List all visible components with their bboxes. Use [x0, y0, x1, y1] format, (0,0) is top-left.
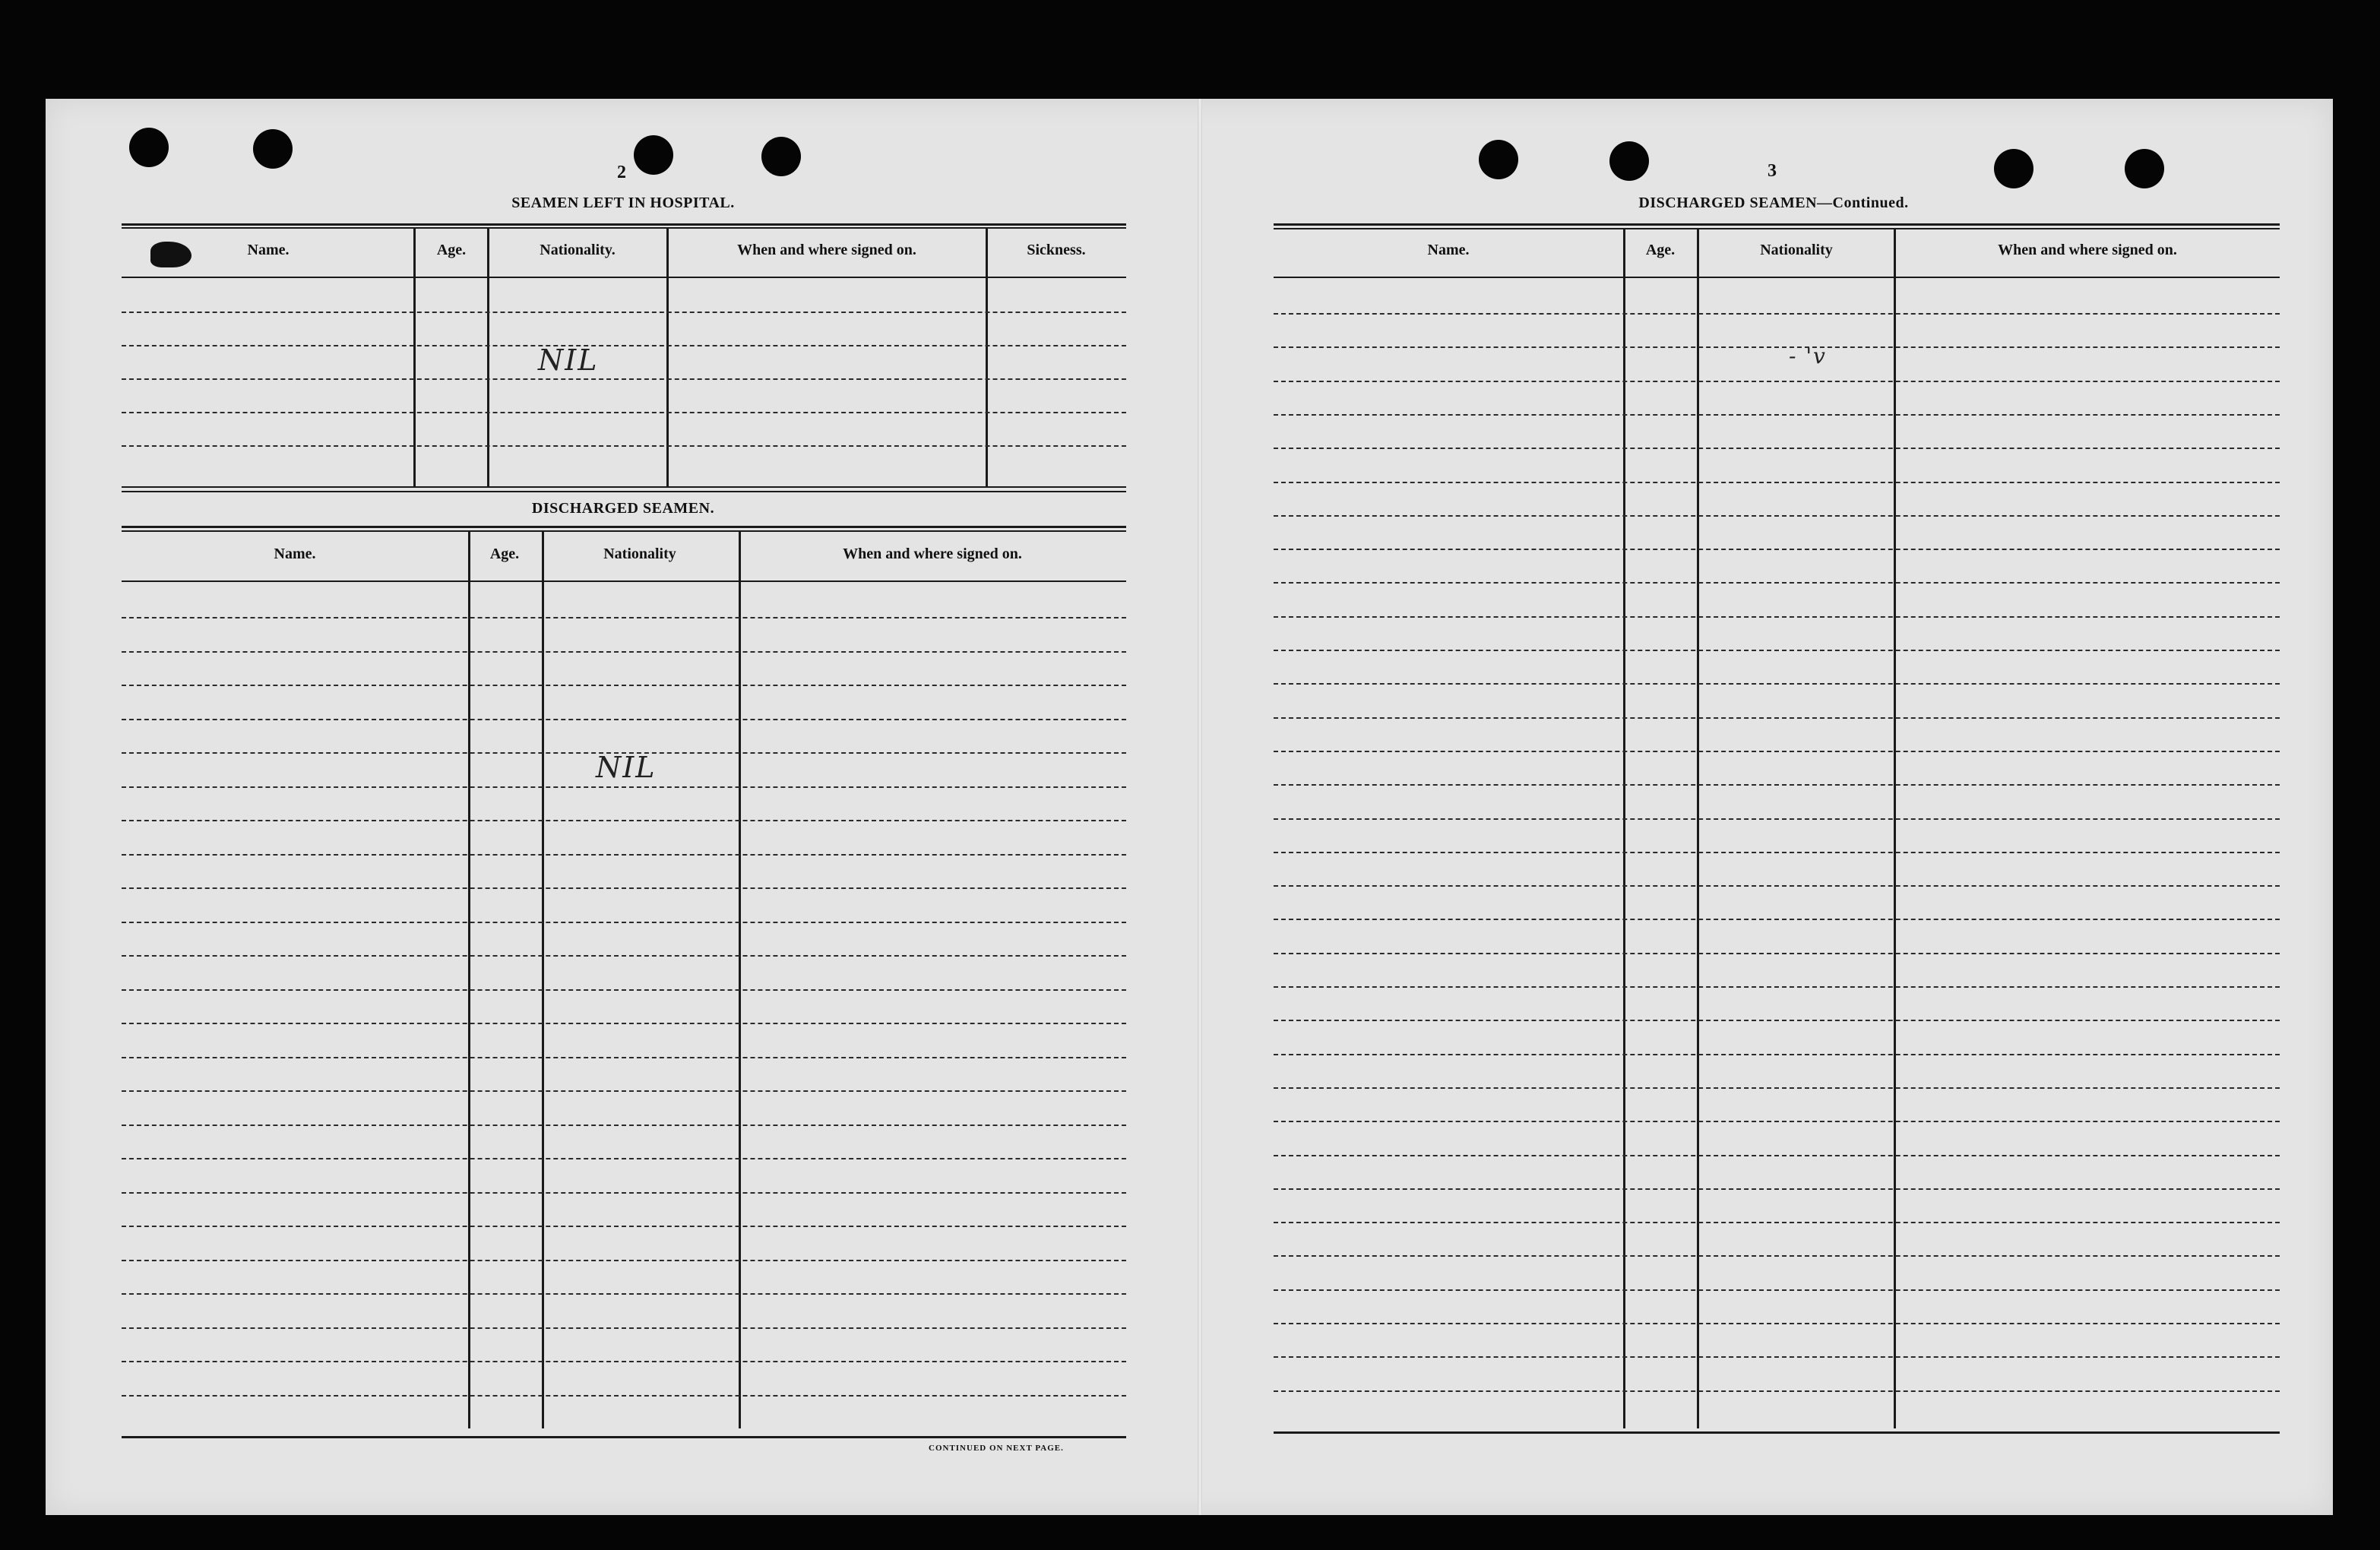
- ruled-row: [122, 378, 1126, 380]
- ruled-row: [1274, 1155, 2280, 1156]
- handwritten-mark-right: - 'v: [1789, 343, 1827, 369]
- ruled-row: [1274, 414, 2280, 416]
- ruled-row: [1274, 1356, 2280, 1358]
- page-number-left: 2: [617, 163, 626, 182]
- col-header-signed-on: When and where signed on.: [1998, 242, 2177, 258]
- ruled-row: [1274, 784, 2280, 786]
- ruled-row: [1274, 1188, 2280, 1190]
- col-header-signed-on: When and where signed on.: [737, 242, 916, 258]
- ruled-row: [1274, 482, 2280, 483]
- ruled-row: [1274, 683, 2280, 685]
- col-header-age: Age.: [1645, 242, 1676, 258]
- ruled-row: [122, 1226, 1126, 1227]
- ruled-row: [1274, 717, 2280, 719]
- ruled-row: [122, 312, 1126, 313]
- ruled-row: [122, 1361, 1126, 1362]
- ruled-row: [1274, 1222, 2280, 1223]
- col-header-age: Age.: [489, 546, 520, 562]
- ruled-row: [122, 955, 1126, 957]
- ruled-row: [122, 719, 1126, 720]
- ruled-row: [122, 1158, 1126, 1159]
- ruled-row: [1274, 582, 2280, 584]
- punch-hole: [634, 135, 673, 175]
- ruled-row: [1274, 549, 2280, 550]
- discharged-section-title: DISCHARGED SEAMEN.: [531, 500, 715, 517]
- ruled-row: [1274, 1323, 2280, 1324]
- ruled-row: [1274, 616, 2280, 618]
- ruled-row: [122, 685, 1126, 686]
- ruled-row: [122, 786, 1126, 788]
- ruled-row: [122, 1125, 1126, 1126]
- ruled-row: [1274, 1289, 2280, 1291]
- ruled-row: [122, 445, 1126, 447]
- ruled-row: [1274, 1255, 2280, 1257]
- col-header-nationality: Nationality: [1760, 242, 1833, 258]
- hospital-section-title: SEAMEN LEFT IN HOSPITAL.: [511, 195, 735, 211]
- handwritten-nil-discharged: NIL: [596, 751, 657, 784]
- punch-hole: [1609, 141, 1649, 181]
- punch-hole: [761, 137, 801, 176]
- ruled-row: [122, 922, 1126, 923]
- col-header-name: Name.: [274, 546, 316, 562]
- ruled-row: [122, 1023, 1126, 1024]
- col-header-name: Name.: [247, 242, 290, 258]
- ruled-row: [122, 1327, 1126, 1329]
- ruled-row: [122, 1260, 1126, 1261]
- ruled-row: [1274, 1054, 2280, 1055]
- col-header-signed-on: When and where signed on.: [843, 546, 1022, 562]
- ruled-row: [1274, 1087, 2280, 1089]
- ruled-row: [1274, 313, 2280, 315]
- page-number-right: 3: [1768, 161, 1777, 181]
- punch-hole: [1479, 140, 1518, 179]
- ruled-row: [1274, 986, 2280, 988]
- page-fold: [1198, 99, 1202, 1515]
- discharged-continued-title: DISCHARGED SEAMEN—Continued.: [1638, 195, 1909, 211]
- ruled-row: [1274, 1121, 2280, 1122]
- ruled-row: [1274, 953, 2280, 954]
- ruled-row: [122, 1293, 1126, 1295]
- ruled-row: [1274, 1390, 2280, 1392]
- ruled-row: [122, 651, 1126, 653]
- ruled-row: [1274, 751, 2280, 752]
- col-header-sickness: Sickness.: [1027, 242, 1086, 258]
- ruled-row: [1274, 1020, 2280, 1021]
- ruled-row: [1274, 381, 2280, 382]
- ruled-row: [122, 887, 1126, 889]
- ruled-row: [1274, 346, 2280, 348]
- ruled-row: [1274, 852, 2280, 853]
- ruled-row: [1274, 818, 2280, 820]
- col-header-nationality: Nationality: [603, 546, 676, 562]
- ruled-row: [122, 1057, 1126, 1058]
- col-header-nationality: Nationality.: [540, 242, 616, 258]
- ruled-row: [122, 1090, 1126, 1092]
- punch-hole: [2125, 149, 2164, 188]
- ruled-row: [122, 1395, 1126, 1397]
- ruled-row: [122, 345, 1126, 346]
- ruled-row: [1274, 919, 2280, 920]
- ruled-row: [122, 989, 1126, 991]
- ruled-row: [122, 820, 1126, 821]
- col-header-name: Name.: [1427, 242, 1470, 258]
- ruled-row: [1274, 885, 2280, 887]
- punch-hole: [253, 129, 293, 169]
- ruled-row: [1274, 650, 2280, 651]
- ruled-row: [1274, 515, 2280, 517]
- punch-hole: [1994, 149, 2033, 188]
- continued-footer: CONTINUED ON NEXT PAGE.: [929, 1444, 1064, 1453]
- ruled-row: [1274, 448, 2280, 449]
- punch-hole: [129, 128, 169, 167]
- ruled-row: [122, 1192, 1126, 1194]
- ruled-row: [122, 412, 1126, 413]
- ruled-row: [122, 617, 1126, 618]
- col-header-age: Age.: [436, 242, 467, 258]
- handwritten-nil-hospital: NIL: [538, 343, 599, 377]
- ruled-row: [122, 854, 1126, 856]
